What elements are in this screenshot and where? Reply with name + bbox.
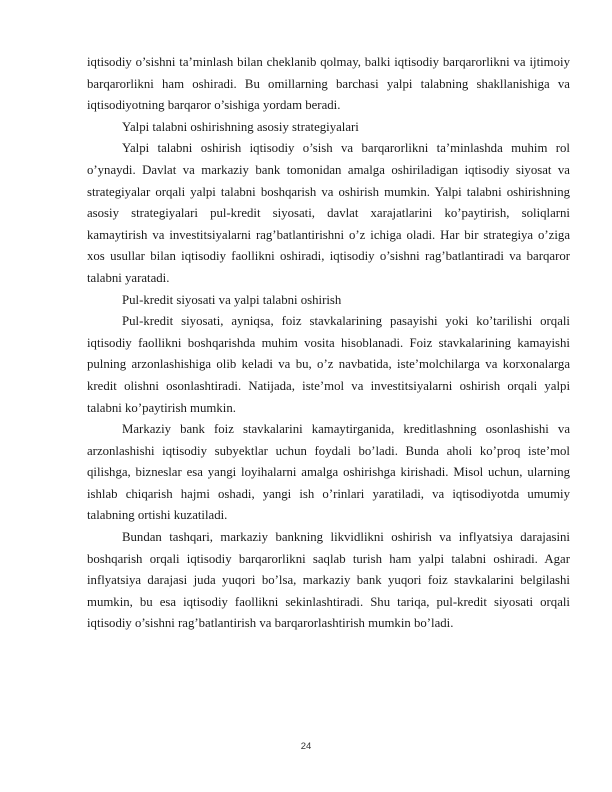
- paragraph-strategies: Yalpi talabni oshirish iqtisodiy o’sish va barqarorlikni ta’minlashda muhim rol o’ynaydi. Davlat va markaziy bank tomonidan amalga oshiriladigan iqtisodiy siyosat va strategiyalar orqali yalpi talabni boshqarish va oshirish mumkin. Yalpi talabni oshirishning asosiy strategiyalari pul-kredit siyosati, davlat xarajatlarini ko’paytirish, soliqlarni kamaytirish va investitsiyalarni rag’batlantirishni o’z ichiga oladi. Har bir strategiya o’ziga xos usullar bilan iqtisodiy faollikni oshiradi, iqtisodiy o’sishni rag’batlantiradi va barqaror talabni yaratadi.: [87, 141, 570, 285]
- paragraph-inflation-liquidity: Bundan tashqari, markaziy bankning likvidlikni oshirish va inflyatsiya darajasini boshqarish orqali iqtisodiy barqarorlikni saqlab turish ham yalpi talabni oshiradi. Agar inflyatsiya darajasi juda yuqori bo’lsa, markaziy bank yuqori foiz stavkalarini belgilashi mumkin, bu esa iqtisodiy faollikni sekinlashtiradi. Shu tariqa, pul-kredit siyosati orqali iqtisodiy o’sishni rag’batlantirish va barqarorlashtirish mumkin bo’ladi.: [87, 530, 570, 631]
- document-page: [87, 52, 570, 635]
- paragraph-monetary-policy: Pul-kredit siyosati, ayniqsa, foiz stavkalarining pasayishi yoki ko’tarilishi orqali iqtisodiy faollikni boshqarishda muhim vosita hisoblanadi. Foiz stavkalarining kamayishi pulning arzonlashishiga olib keladi va bu, o’z navbatida, iste’molchilarga va korxonalarga kredit olishni osonlashtiradi. Natijada, iste’mol va investitsiyalarni oshirish orqali yalpi talabni ko’paytirish mumkin.: [87, 314, 570, 415]
- section-heading-monetary-policy: Pul-kredit siyosati va yalpi talabni oshirish: [122, 292, 342, 307]
- paragraph-central-bank-rates: Markaziy bank foiz stavkalarini kamaytirganida, kreditlashning osonlashishi va arzonlashishi iqtisodiy subyektlar uchun foydali bo’ladi. Bunda aholi ko’proq iste’mol qilishga, bizneslar esa yangi loyihalarni amalga oshirishga kirishadi. Misol uchun, ularning ishlab chiqarish hajmi oshadi, yangi ish o’rinlari yaratiladi, va iqtisodiyotda umumiy talabning ortishi kuzatiladi.: [87, 422, 570, 523]
- section-heading-strategies: Yalpi talabni oshirishning asosiy strategiyalari: [122, 119, 359, 134]
- paragraph-intro: iqtisodiy o’sishni ta’minlash bilan cheklanib qolmay, balki iqtisodiy barqarorlikni va ijtimoiy barqarorlikni ham oshiradi. Bu omillarning barchasi yalpi talabning shakllanishiga va iqtisodiyotning barqaror o’sishiga yordam beradi.: [87, 55, 570, 113]
- page-number: 24: [300, 741, 312, 752]
